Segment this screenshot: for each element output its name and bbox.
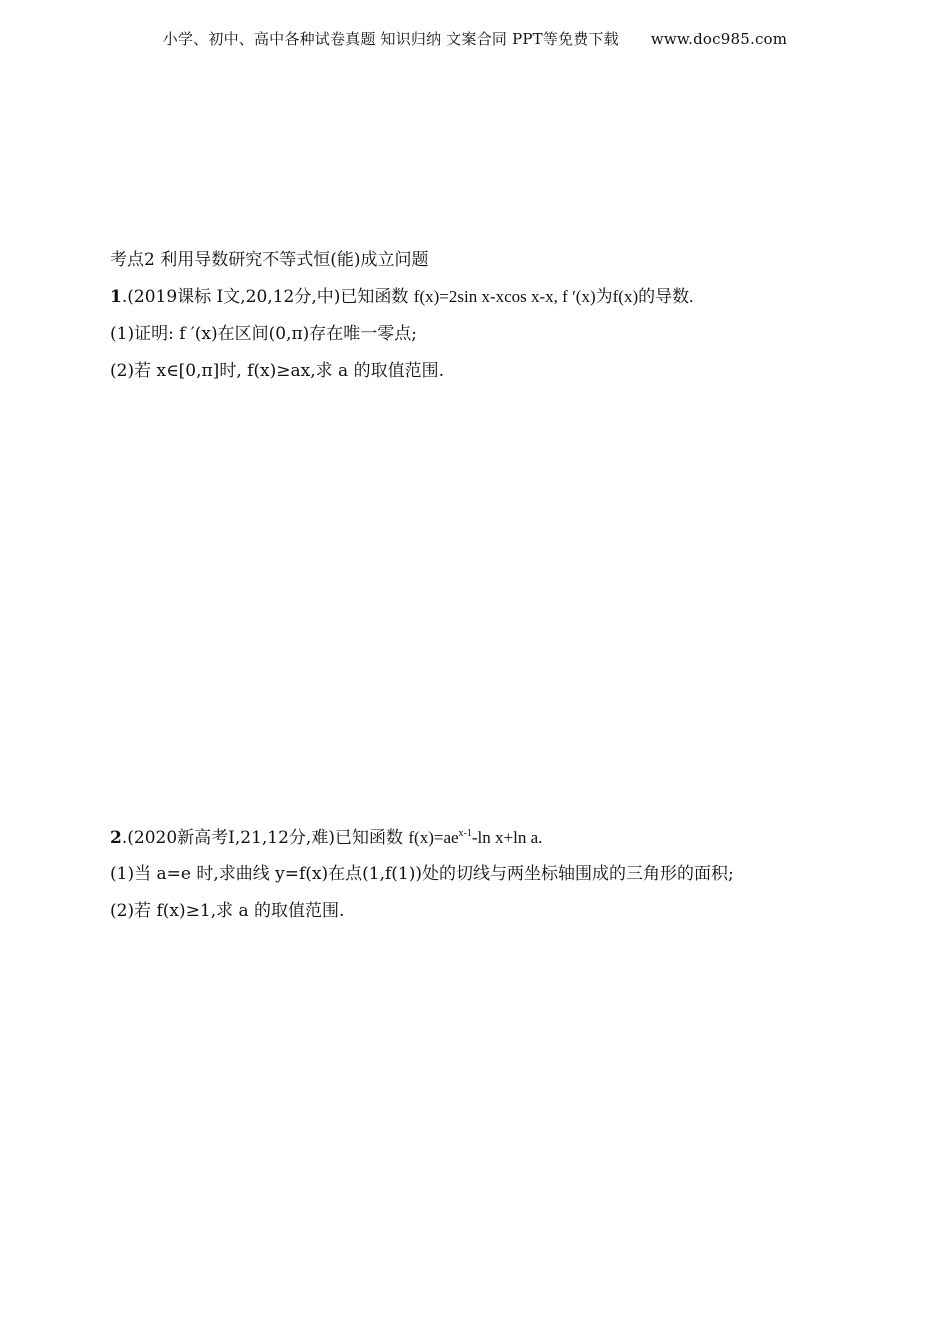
section-title [110,248,428,272]
problem-1-connector: 为 [595,287,613,307]
section-title-text: 考点2 利用导数研究不等式恒(能)成立问题 [110,250,429,270]
header-site-link[interactable]: www.doc985.com [650,30,788,48]
problem-1-part-1-text: (1)证明: f ′(x)在区间(0,π)存在唯一零点; [110,324,418,344]
problem-2-part-2 [110,899,344,923]
problem-2-number: 2 [110,828,122,848]
problem-1-part-2 [110,359,444,383]
page-header [0,28,950,49]
problem-2-function-rest: -ln x+ln a. [471,828,543,847]
problem-2-exponent: x-1 [458,828,472,839]
header-text: 小学、初中、高中各种试卷真题 知识归纳 文案合同 PPT等免费下载 [162,30,619,48]
problem-1-stem [110,285,693,309]
problem-2-source: .(2020新高考Ⅰ,21,12分,难)已知函数 [121,828,409,848]
problem-1-number: 1 [110,287,122,307]
problem-2-function: f(x)=ae [408,828,459,847]
problem-2-part-2-text: (2)若 f(x)≥1,求 a 的取值范围. [110,901,345,921]
problem-2-part-1-text: (1)当 a=e 时,求曲线 y=f(x)在点(1,f(1))处的切线与两坐标轴围成的三角形的面积; [110,864,734,884]
problem-2-stem [110,826,542,850]
problem-1-function: f(x)=2sin x-xcos x-x, f ′(x) [413,287,596,306]
problem-1-part-1 [110,322,417,346]
problem-2-part-1 [110,862,734,886]
problem-1-part-2-text: (2)若 x∈[0,π]时, f(x)≥ax,求 a 的取值范围. [110,361,444,381]
problem-1-source: .(2019课标 Ⅰ文,20,12分,中)已知函数 [121,287,414,307]
problem-1-end: f(x)的导数. [612,287,694,306]
